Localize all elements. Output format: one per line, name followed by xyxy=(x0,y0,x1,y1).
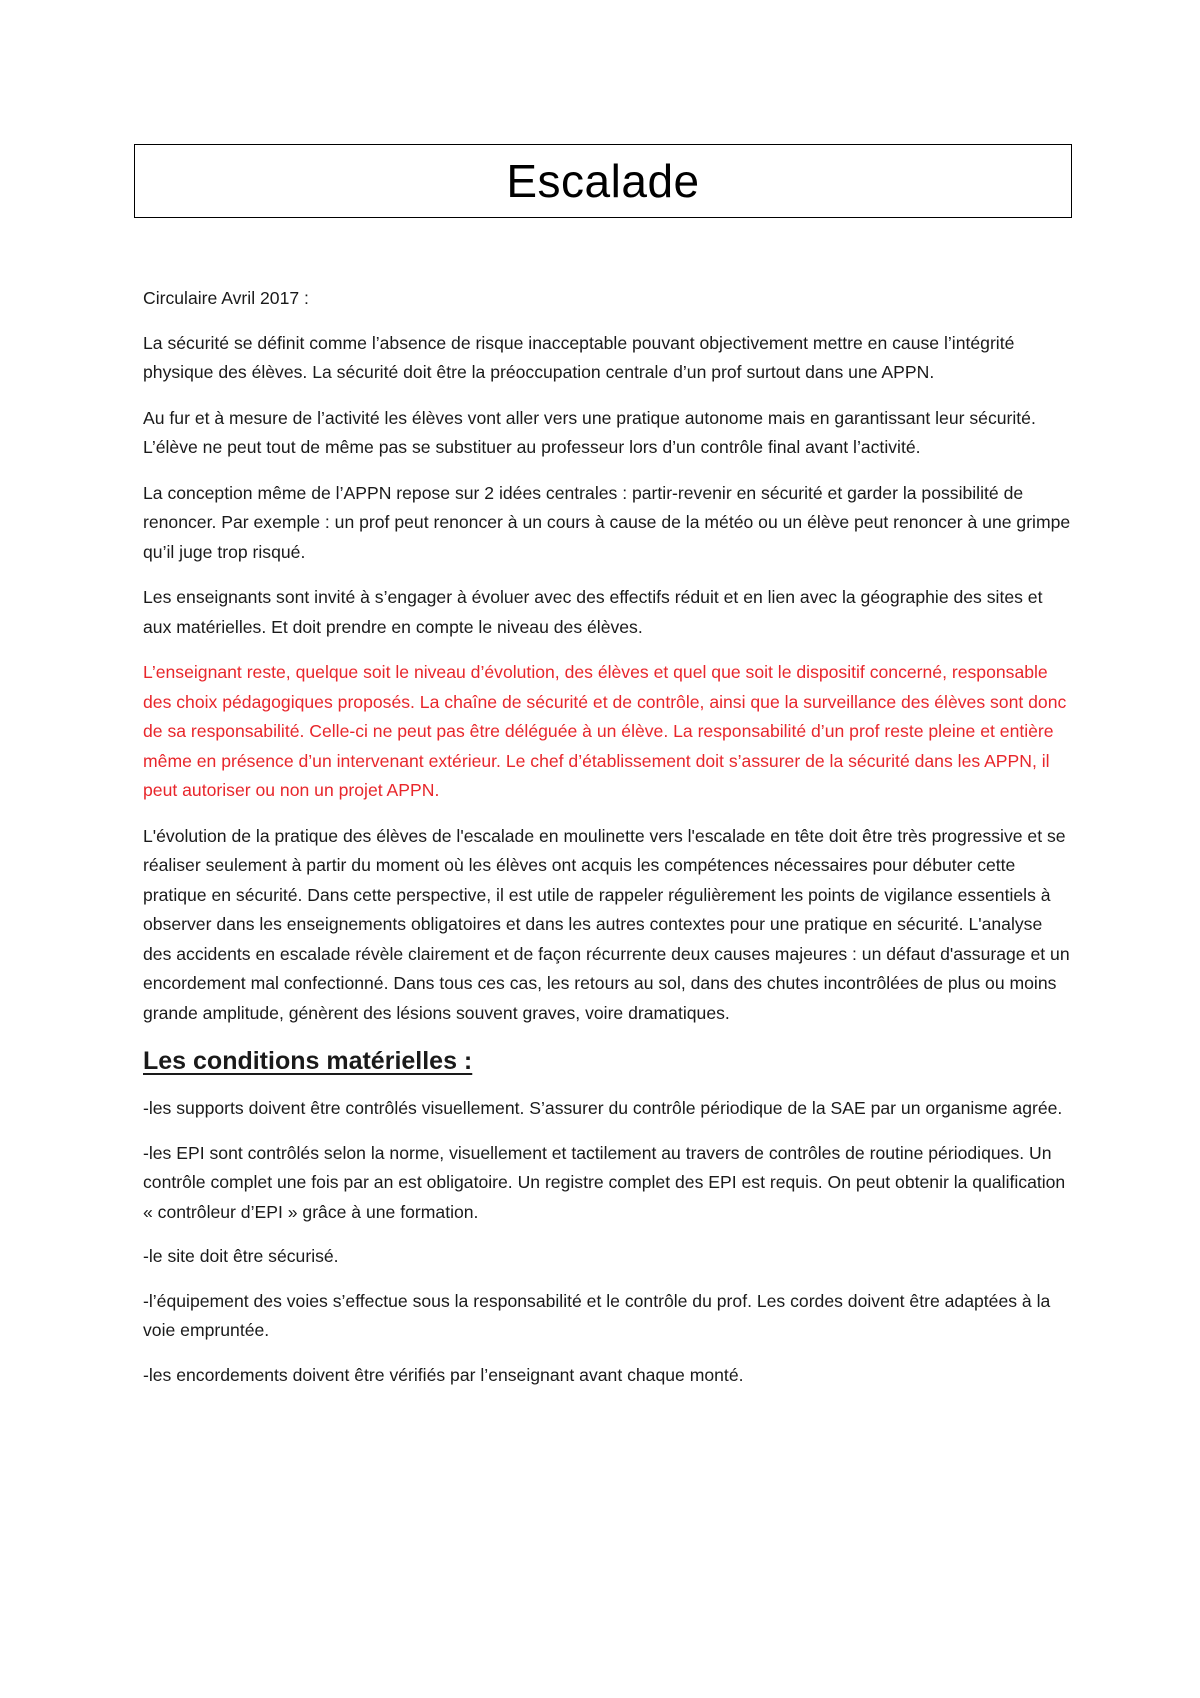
list-item: -le site doit être sécurisé. xyxy=(143,1246,339,1266)
paragraph-evolution: L'évolution de la pratique des élèves de l'escalade en moulinette vers l'escalade en tête doit être très progressive et se réaliser seulement à partir du moment où les élèves ont acquis les compétences nécessaires pour débuter cette pratique en sécurité. Dans cette perspective, il est utile de rappeler régulièrement les points de vigilance essentiels à observer dans les enseignements obligatoires et dans les autres contextes pour une pratique en sécurité. L'analyse des accidents en escalade révèle clairement et de façon récurrente deux causes majeures : un défaut d'assurage et un encordement mal confectionné. Dans tous ces cas, les retours au sol, dans des chutes incontrôlées de plus ou moins grande amplitude, génèrent des lésions souvent graves, voire dramatiques. xyxy=(143,825,1070,1023)
list-item: -l’équipement des voies s’effectue sous la responsabilité et le contrôle du prof. Les cordes doivent être adaptées à la voie empruntée. xyxy=(143,1290,1051,1340)
section-heading-conditions: Les conditions matérielles : xyxy=(143,1047,473,1075)
paragraph-appn-concept: La conception même de l’APPN repose sur 2 idées centrales : partir-revenir en sécurité et garder la possibilité de renoncer. Par exemple : un prof peut renoncer à un cours à cause de la météo ou un élève peut renoncer à une grimpe qu’il juge trop risqué. xyxy=(143,482,1071,562)
list-item: -les supports doivent être contrôlés visuellement. S’assurer du contrôle périodique de la SAE par un organisme agrée. xyxy=(143,1098,1063,1118)
title-box xyxy=(134,144,1072,218)
conditions-list xyxy=(143,1094,1073,1390)
document-title: Escalade xyxy=(506,155,700,207)
paragraph-responsibility-highlight: L’enseignant reste, quelque soit le niveau d’évolution, des élèves et quel que soit le dispositif concerné, responsable des choix pédagogiques proposés. La chaîne de sécurité et de contrôle, ainsi que la surveillance des élèves sont donc de sa responsabilité. Celle-ci ne peut pas être déléguée à un élève. La responsabilité d’un prof reste pleine et entière même en présence d’un intervenant extérieur. Le chef d’établissement doit s’assurer de la sécurité dans les APPN, il peut autoriser ou non un projet APPN. xyxy=(143,662,1067,800)
paragraph-security-definition: La sécurité se définit comme l’absence de risque inacceptable pouvant objectivement mettre en cause l’intégrité physique des élèves. La sécurité doit être la préoccupation centrale d’un prof surtout dans une APPN. xyxy=(143,332,1015,382)
list-item: -les encordements doivent être vérifiés par l’enseignant avant chaque monté. xyxy=(143,1364,744,1385)
paragraph-autonomy: Au fur et à mesure de l’activité les élèves vont aller vers une pratique autonome mais en garantissant leur sécurité. L’élève ne peut tout de même pas se substituer au professeur lors d’un contrôle final avant l’activité. xyxy=(143,407,1036,457)
document-body xyxy=(143,284,1073,1405)
intro-label: Circulaire Avril 2017 : xyxy=(143,288,309,308)
list-item: -les EPI sont contrôlés selon la norme, visuellement et tactilement au travers de contrôles de routine périodiques. Un contrôle complet une fois par an est obligatoire. Un registre complet des EPI est requis. On peut obtenir la qualification « contrôleur d’EPI » grâce à une formation. xyxy=(143,1142,1066,1222)
paragraph-teachers: Les enseignants sont invité à s’engager à évoluer avec des effectifs réduit et en lien avec la géographie des sites et aux matérielles. Et doit prendre en compte le niveau des élèves. xyxy=(143,587,1043,637)
